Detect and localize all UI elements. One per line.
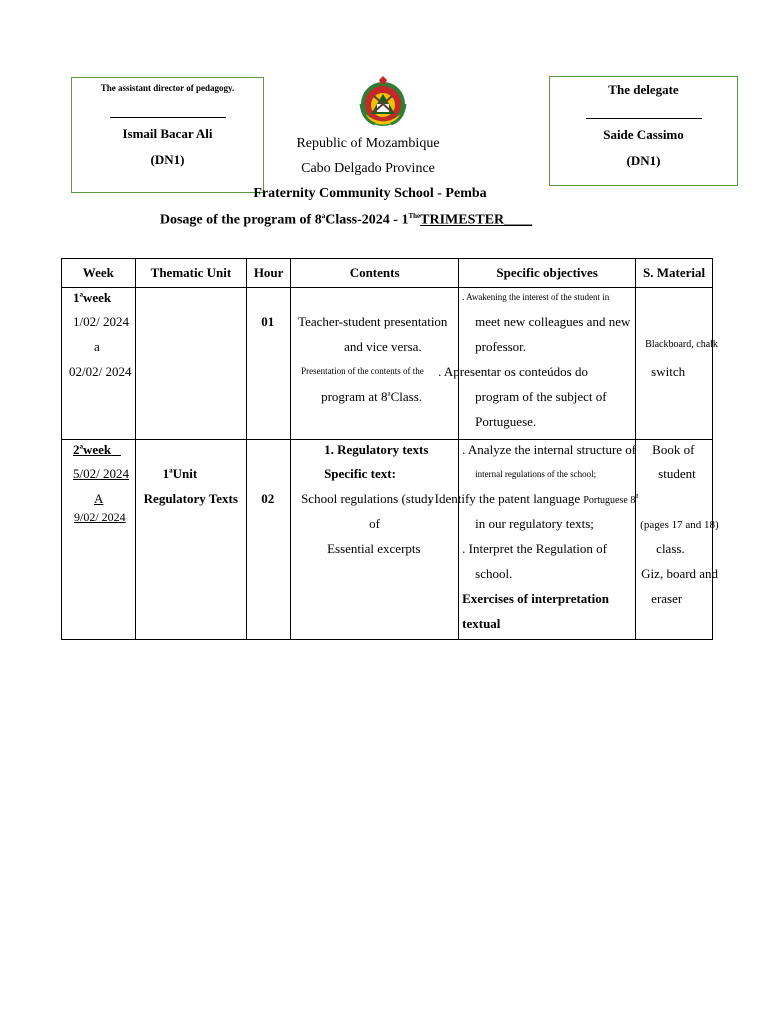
republic-line: Republic of Mozambique [296,136,440,151]
hour-value: 01 [261,314,275,329]
assistant-director-code: (DN1) [150,152,185,167]
unit-title: Regulatory Texts [143,491,238,506]
school-line: Fraternity Community School - Pemba [253,186,487,201]
assistant-director-title: The assistant director of pedagogy. [100,83,235,93]
objective-line: program of the subject of [475,389,607,404]
week-date-separator: A [94,491,104,506]
objective-line: internal regulations of the school; [475,469,597,479]
objective-line: . Analyze the internal structure of [462,442,637,457]
content-line: 1. Regulatory texts [324,442,429,457]
week-cell [62,440,136,640]
hour-value: 02 [261,491,275,506]
objectives-cell [438,288,636,440]
contents-cell [291,288,459,440]
material-cell [636,288,718,440]
table-header-row [62,259,713,288]
objective-line: school. [475,566,513,581]
dosage-title-part: Class-2024 - 1 [325,212,409,228]
program-table [61,258,719,640]
objective-line: professor. [475,339,527,354]
header-hour: Hour [247,259,291,288]
content-line: of [369,516,380,531]
content-line: School regulations (study [301,491,434,506]
material-line: student [658,466,696,481]
signature-line [110,117,226,118]
dosage-title [0,212,730,229]
material-line: (pages 17 and 18) [640,519,719,531]
thematic-unit-cell [135,288,247,440]
material-line: eraser [651,591,683,606]
dosage-title-part: Dosage of the program of 8 [159,212,322,228]
week-date-separator: a [94,339,100,354]
content-line: Teacher-student presentation [298,314,448,329]
objective-line: . Awakening the interest of the student in [462,292,610,302]
week-label: 2$^a$week [73,442,112,457]
week-label: 1$^a$week [73,290,112,305]
material-line: class. [656,541,685,556]
objective-line: in our regulatory texts; [475,516,594,531]
trimester-underline: ____ [504,212,533,228]
objective-line: Portuguese. [475,414,537,429]
objective-line: . Apresentar os conteúdos do [438,364,588,379]
material-line: Blackboard, chalk [645,339,718,350]
header-specific-objectives: Specific objectives [459,259,636,288]
objective-line: meet new colleagues and new [475,314,631,329]
content-line: Specific text: [324,466,396,481]
header-thematic-unit: Thematic Unit [135,259,247,288]
delegate-title: The delegate [608,82,679,97]
header-contents: Contents [291,259,459,288]
content-line: Essential excerpts [327,541,421,556]
week-date-end: 02/02/ 2024 [69,364,132,379]
week-date-start: 1/02/ 2024 [73,314,129,329]
content-line: Presentation of the contents of the [301,366,424,376]
header-material: S. Material [636,259,713,288]
content-line: program at 8$^a$Class. [321,389,423,404]
material-line: Book of [652,442,695,457]
hour-cell [247,440,291,640]
material-line: Giz, board and [641,566,719,581]
table-row [62,288,713,440]
objective-line: . Identify the patent language Portuguese 8$^a$ [428,491,639,506]
province-line: Cabo Delgado Province [301,161,435,176]
ordinal-sup: The [408,212,421,220]
thematic-unit-cell [135,440,247,640]
delegate-name: Saide Cassimo [603,127,684,142]
material-cell [636,440,719,640]
week-cell [62,288,136,440]
signature-line [586,118,702,119]
assistant-director-name: Ismail Bacar Ali [122,126,213,141]
header-week: Week [62,259,136,288]
mozambique-emblem-icon [357,74,409,132]
material-line: switch [651,364,686,379]
week-date-start: 5/02/ 2024 [73,466,129,481]
objective-line: Exercises of interpretation [462,591,609,606]
delegate-code: (DN1) [626,153,661,168]
objective-line: . Interpret the Regulation of [462,541,607,556]
objective-line: textual [462,616,501,631]
hour-cell [247,288,291,440]
unit-number: 1$^a$Unit [162,466,198,481]
trimester-label: TRIMESTER [420,212,505,228]
week-date-end: 9/02/ 2024 [74,510,126,524]
ordinal-sup: a [321,212,326,220]
table-row [62,440,713,640]
content-line: and vice versa. [344,339,422,354]
objectives-cell [428,440,639,640]
contents-cell [291,440,459,640]
